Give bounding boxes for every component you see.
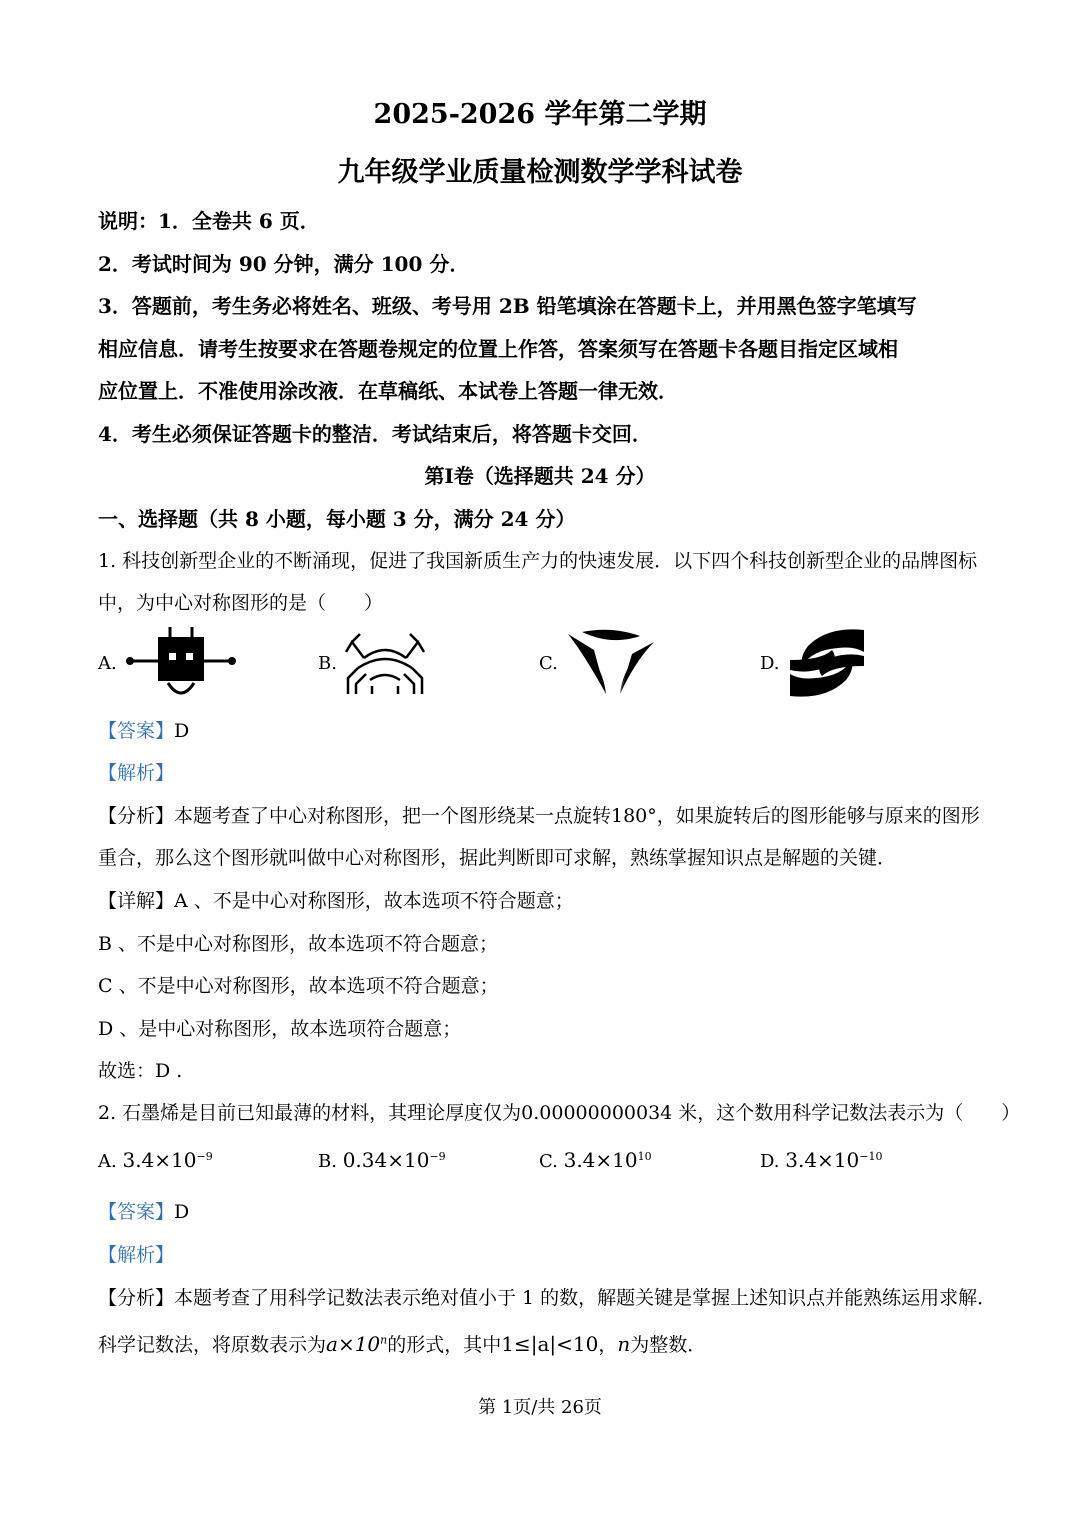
- q2-option-a-base: 3.4×10: [122, 1148, 197, 1172]
- q1-stem-line2: 中，为中心对称图形的是（ ）: [98, 592, 384, 614]
- q2-analysis-n: n: [617, 1332, 631, 1356]
- triangle-blade-logo-icon: [566, 628, 656, 696]
- exam-title-subject: 九年级学业质量检测数学学科试卷: [337, 157, 743, 188]
- exam-title-term: 2025-2026 学年第二学期: [373, 99, 707, 130]
- q1-option-c-label: C.: [539, 653, 558, 674]
- section-title: 一、选择题（共 8 小题，每小题 3 分，满分 24 分）: [98, 507, 576, 531]
- q1-option-a-label: A.: [98, 653, 117, 674]
- q1-answer-value: D: [174, 720, 190, 742]
- q1-detail-b: B 、不是中心对称图形，故本选项不符合题意；: [98, 933, 499, 955]
- q2-analysis-text-b: 的形式，其中: [387, 1334, 502, 1356]
- q2-analysis-math2: 1≤|a|<10: [501, 1332, 599, 1356]
- q2-analysis-line2: [98, 1330, 706, 1357]
- instruction-3a: 3．答题前，考生务必将姓名、班级、考号用 2B 铅笔填涂在答题卡上，并用黑色签字笔填写: [98, 294, 917, 318]
- q2-option-d: [760, 1148, 882, 1172]
- q1-detail-a: 【详解】A 、不是中心对称图形，故本选项不符合题意；: [98, 890, 574, 912]
- instruction-1: 说明：1．全卷共 6 页．: [98, 209, 320, 233]
- q2-option-b-label: B.: [318, 1151, 337, 1172]
- swirl-logo-icon: [788, 626, 866, 700]
- q2-option-d-exp: −10: [859, 1150, 883, 1163]
- q1-choice: 故选：D .: [98, 1060, 183, 1082]
- q1-stem-line1: 1. 科技创新型企业的不断涌现，促进了我国新质生产力的快速发展．以下四个科技创新型企业的品牌图标: [98, 550, 978, 572]
- q2-analysis-math: a×10: [326, 1332, 381, 1356]
- q2-answer: [98, 1197, 189, 1224]
- q1-answer: [98, 716, 189, 743]
- q2-analysis-label: 【解析】: [98, 1244, 175, 1266]
- q2-option-b-exp: −9: [429, 1150, 446, 1163]
- q2-option-c-exp: 10: [637, 1150, 652, 1163]
- q1-analysis-line2: 重合，那么这个图形就叫做中心对称图形，据此判断即可求解，熟练掌握知识点是解题的关键．: [98, 847, 897, 869]
- q2-option-d-base: 3.4×10: [785, 1148, 860, 1172]
- q2-answer-value: D: [174, 1201, 190, 1223]
- q2-option-d-label: D.: [760, 1151, 780, 1172]
- q1-detail-d: D 、是中心对称图形，故本选项符合题意；: [98, 1018, 462, 1040]
- q1-option-b-label: B.: [318, 653, 337, 674]
- instruction-3b: 相应信息．请考生按要求在答题卷规定的位置上作答，答案须写在答题卡各题目指定区域相: [98, 337, 898, 361]
- instruction-3c: 应位置上．不准使用涂改液．在草稿纸、本试卷上答题一律无效．: [98, 379, 678, 403]
- q2-stem: 2. 石墨烯是目前已知最薄的材料，其理论厚度仅为0.00000000034 米，这个数用科学记数法表示为（ ）: [98, 1102, 1021, 1124]
- robot-logo-icon: [126, 627, 236, 699]
- q2-option-a-label: A.: [98, 1151, 117, 1172]
- q1-answer-label: 【答案】: [98, 720, 175, 742]
- q2-option-c-base: 3.4×10: [563, 1148, 638, 1172]
- q2-option-a: [98, 1148, 213, 1172]
- q1-analysis-line1: 【分析】本题考查了中心对称图形，把一个图形绕某一点旋转180°，如果旋转后的图形能够与原来的图形: [98, 805, 980, 827]
- crab-logo-icon: [344, 628, 426, 696]
- q2-option-b-base: 0.34×10: [342, 1148, 430, 1172]
- q2-option-b: [318, 1148, 446, 1172]
- q1-option-d-label: D.: [760, 653, 780, 674]
- q2-option-c-label: C.: [539, 1151, 558, 1172]
- part-title: 第Ⅰ卷（选择题共 24 分）: [424, 464, 656, 488]
- q2-option-a-exp: −9: [196, 1150, 213, 1163]
- q1-detail-c: C 、不是中心对称图形，故本选项不符合题意；: [98, 975, 499, 997]
- q2-analysis-exp: n: [380, 1333, 388, 1347]
- q2-analysis-text-a: 科学记数法，将原数表示为: [98, 1334, 327, 1356]
- instruction-4: 4．考生必须保证答题卡的整洁．考试结束后，将答题卡交回．: [98, 422, 652, 446]
- q2-analysis-text-d: 为整数．: [630, 1334, 707, 1356]
- page-footer: 第 1页/共 26页: [478, 1397, 602, 1418]
- q2-answer-label: 【答案】: [98, 1201, 175, 1223]
- q2-option-c: [539, 1148, 652, 1172]
- q2-analysis-text-c: ，: [598, 1334, 618, 1356]
- instruction-2: 2．考试时间为 90 分钟，满分 100 分．: [98, 252, 470, 276]
- q2-analysis-line1: 【分析】本题考查了用科学记数法表示绝对值小于 1 的数，解题关键是掌握上述知识点并能熟练运用求解．: [98, 1287, 997, 1309]
- q1-analysis-label: 【解析】: [98, 762, 175, 784]
